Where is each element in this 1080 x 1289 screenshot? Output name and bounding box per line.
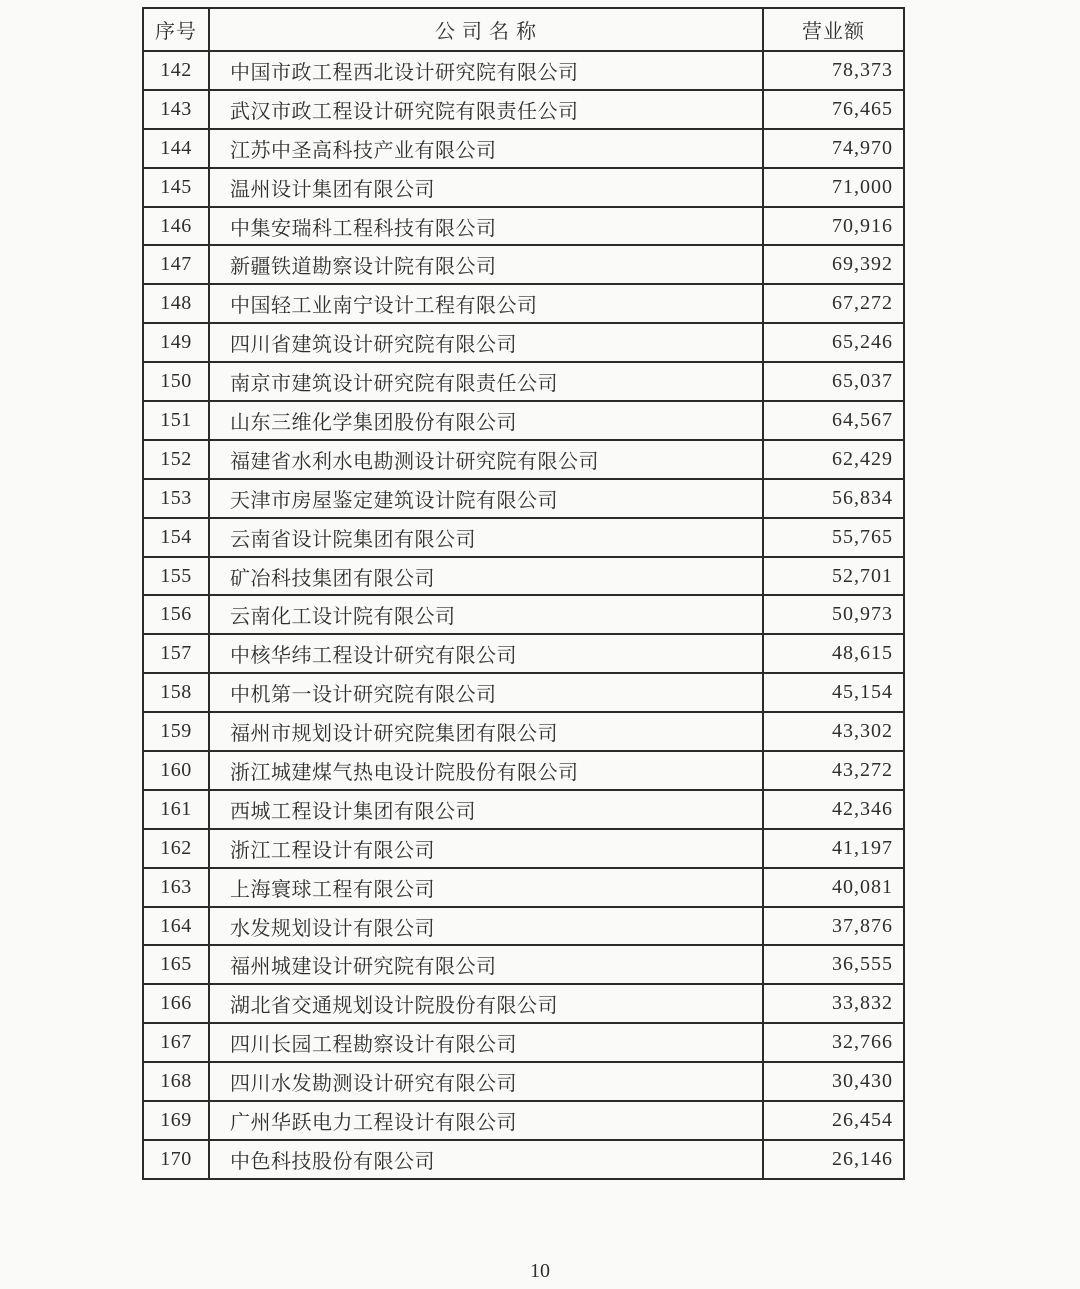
company-name-cell: 新疆铁道勘察设计院有限公司 (209, 245, 763, 284)
revenue-cell: 74,970 (763, 129, 904, 168)
rank-cell: 150 (143, 362, 209, 401)
table-row (143, 984, 904, 1023)
rank-cell: 167 (143, 1023, 209, 1062)
table-row (143, 1140, 904, 1179)
revenue-cell: 50,973 (763, 595, 904, 634)
table-row (143, 790, 904, 829)
rank-cell: 156 (143, 595, 209, 634)
table-row (143, 479, 904, 518)
rank-cell: 162 (143, 829, 209, 868)
rank-cell: 170 (143, 1140, 209, 1179)
company-name-cell: 武汉市政工程设计研究院有限责任公司 (209, 90, 763, 129)
rank-cell: 161 (143, 790, 209, 829)
revenue-cell: 78,373 (763, 51, 904, 90)
revenue-cell: 48,615 (763, 634, 904, 673)
company-name-cell: 中色科技股份有限公司 (209, 1140, 763, 1179)
revenue-cell: 40,081 (763, 868, 904, 907)
company-name-cell: 云南化工设计院有限公司 (209, 595, 763, 634)
revenue-cell: 43,302 (763, 712, 904, 751)
company-name-cell: 福建省水利水电勘测设计研究院有限公司 (209, 440, 763, 479)
rank-cell: 153 (143, 479, 209, 518)
table-row (143, 518, 904, 557)
rank-cell: 166 (143, 984, 209, 1023)
header-row (143, 8, 904, 51)
company-name-cell: 上海寰球工程有限公司 (209, 868, 763, 907)
company-name-cell: 四川水发勘测设计研究有限公司 (209, 1062, 763, 1101)
table-row (143, 1062, 904, 1101)
rank-cell: 169 (143, 1101, 209, 1140)
revenue-cell: 30,430 (763, 1062, 904, 1101)
rank-cell: 152 (143, 440, 209, 479)
rank-cell: 165 (143, 945, 209, 984)
company-name-cell: 中国市政工程西北设计研究院有限公司 (209, 51, 763, 90)
table-row (143, 245, 904, 284)
revenue-cell: 41,197 (763, 829, 904, 868)
company-name-cell: 中机第一设计研究院有限公司 (209, 673, 763, 712)
table-row (143, 323, 904, 362)
table-row (143, 634, 904, 673)
rank-cell: 159 (143, 712, 209, 751)
revenue-cell: 65,037 (763, 362, 904, 401)
rank-cell: 163 (143, 868, 209, 907)
table-row (143, 168, 904, 207)
revenue-cell: 26,454 (763, 1101, 904, 1140)
rank-cell: 143 (143, 90, 209, 129)
company-name-cell: 水发规划设计有限公司 (209, 907, 763, 946)
table-row (143, 362, 904, 401)
revenue-cell: 71,000 (763, 168, 904, 207)
revenue-cell: 26,146 (763, 1140, 904, 1179)
table-row (143, 751, 904, 790)
revenue-cell: 45,154 (763, 673, 904, 712)
revenue-cell: 43,272 (763, 751, 904, 790)
company-name-cell: 中核华纬工程设计研究有限公司 (209, 634, 763, 673)
revenue-cell: 32,766 (763, 1023, 904, 1062)
company-name-cell: 中集安瑞科工程科技有限公司 (209, 207, 763, 246)
table-row (143, 945, 904, 984)
table-row (143, 907, 904, 946)
revenue-cell: 55,765 (763, 518, 904, 557)
rank-cell: 168 (143, 1062, 209, 1101)
header-company-name: 公 司 名 称 (209, 8, 763, 51)
company-name-cell: 天津市房屋鉴定建筑设计院有限公司 (209, 479, 763, 518)
company-name-cell: 广州华跃电力工程设计有限公司 (209, 1101, 763, 1140)
table-row (143, 90, 904, 129)
rank-cell: 160 (143, 751, 209, 790)
rank-cell: 147 (143, 245, 209, 284)
revenue-cell: 33,832 (763, 984, 904, 1023)
company-name-cell: 南京市建筑设计研究院有限责任公司 (209, 362, 763, 401)
revenue-cell: 65,246 (763, 323, 904, 362)
rank-cell: 145 (143, 168, 209, 207)
revenue-cell: 70,916 (763, 207, 904, 246)
table-row (143, 595, 904, 634)
table-row (143, 712, 904, 751)
table-row (143, 129, 904, 168)
table-row (143, 1023, 904, 1062)
company-name-cell: 四川省建筑设计研究院有限公司 (209, 323, 763, 362)
table-row (143, 284, 904, 323)
revenue-cell: 64,567 (763, 401, 904, 440)
table-row (143, 868, 904, 907)
company-name-cell: 福州市规划设计研究院集团有限公司 (209, 712, 763, 751)
revenue-cell: 36,555 (763, 945, 904, 984)
revenue-cell: 37,876 (763, 907, 904, 946)
company-name-cell: 矿冶科技集团有限公司 (209, 557, 763, 596)
company-name-cell: 四川长园工程勘察设计有限公司 (209, 1023, 763, 1062)
company-name-cell: 浙江城建煤气热电设计院股份有限公司 (209, 751, 763, 790)
company-name-cell: 福州城建设计研究院有限公司 (209, 945, 763, 984)
company-revenue-table-container (142, 7, 903, 1180)
revenue-cell: 69,392 (763, 245, 904, 284)
header-revenue: 营业额 (763, 8, 904, 51)
rank-cell: 148 (143, 284, 209, 323)
revenue-cell: 76,465 (763, 90, 904, 129)
company-name-cell: 西城工程设计集团有限公司 (209, 790, 763, 829)
rank-cell: 158 (143, 673, 209, 712)
company-name-cell: 山东三维化学集团股份有限公司 (209, 401, 763, 440)
rank-cell: 164 (143, 907, 209, 946)
table-row (143, 557, 904, 596)
rank-cell: 154 (143, 518, 209, 557)
table-row (143, 1101, 904, 1140)
rank-cell: 155 (143, 557, 209, 596)
rank-cell: 142 (143, 51, 209, 90)
header-rank: 序号 (143, 8, 209, 51)
table-row (143, 401, 904, 440)
table-row (143, 440, 904, 479)
rank-cell: 146 (143, 207, 209, 246)
table-row (143, 207, 904, 246)
company-name-cell: 江苏中圣高科技产业有限公司 (209, 129, 763, 168)
company-name-cell: 云南省设计院集团有限公司 (209, 518, 763, 557)
company-name-cell: 中国轻工业南宁设计工程有限公司 (209, 284, 763, 323)
rank-cell: 144 (143, 129, 209, 168)
company-name-cell: 浙江工程设计有限公司 (209, 829, 763, 868)
revenue-cell: 42,346 (763, 790, 904, 829)
revenue-cell: 52,701 (763, 557, 904, 596)
company-revenue-table (142, 7, 905, 1180)
page-number: 10 (530, 1260, 550, 1282)
table-row (143, 673, 904, 712)
rank-cell: 157 (143, 634, 209, 673)
table-header (143, 8, 904, 51)
company-name-cell: 湖北省交通规划设计院股份有限公司 (209, 984, 763, 1023)
company-name-cell: 温州设计集团有限公司 (209, 168, 763, 207)
revenue-cell: 62,429 (763, 440, 904, 479)
revenue-cell: 67,272 (763, 284, 904, 323)
rank-cell: 151 (143, 401, 209, 440)
revenue-cell: 56,834 (763, 479, 904, 518)
table-row (143, 51, 904, 90)
rank-cell: 149 (143, 323, 209, 362)
table-body (143, 51, 904, 1179)
table-row (143, 829, 904, 868)
